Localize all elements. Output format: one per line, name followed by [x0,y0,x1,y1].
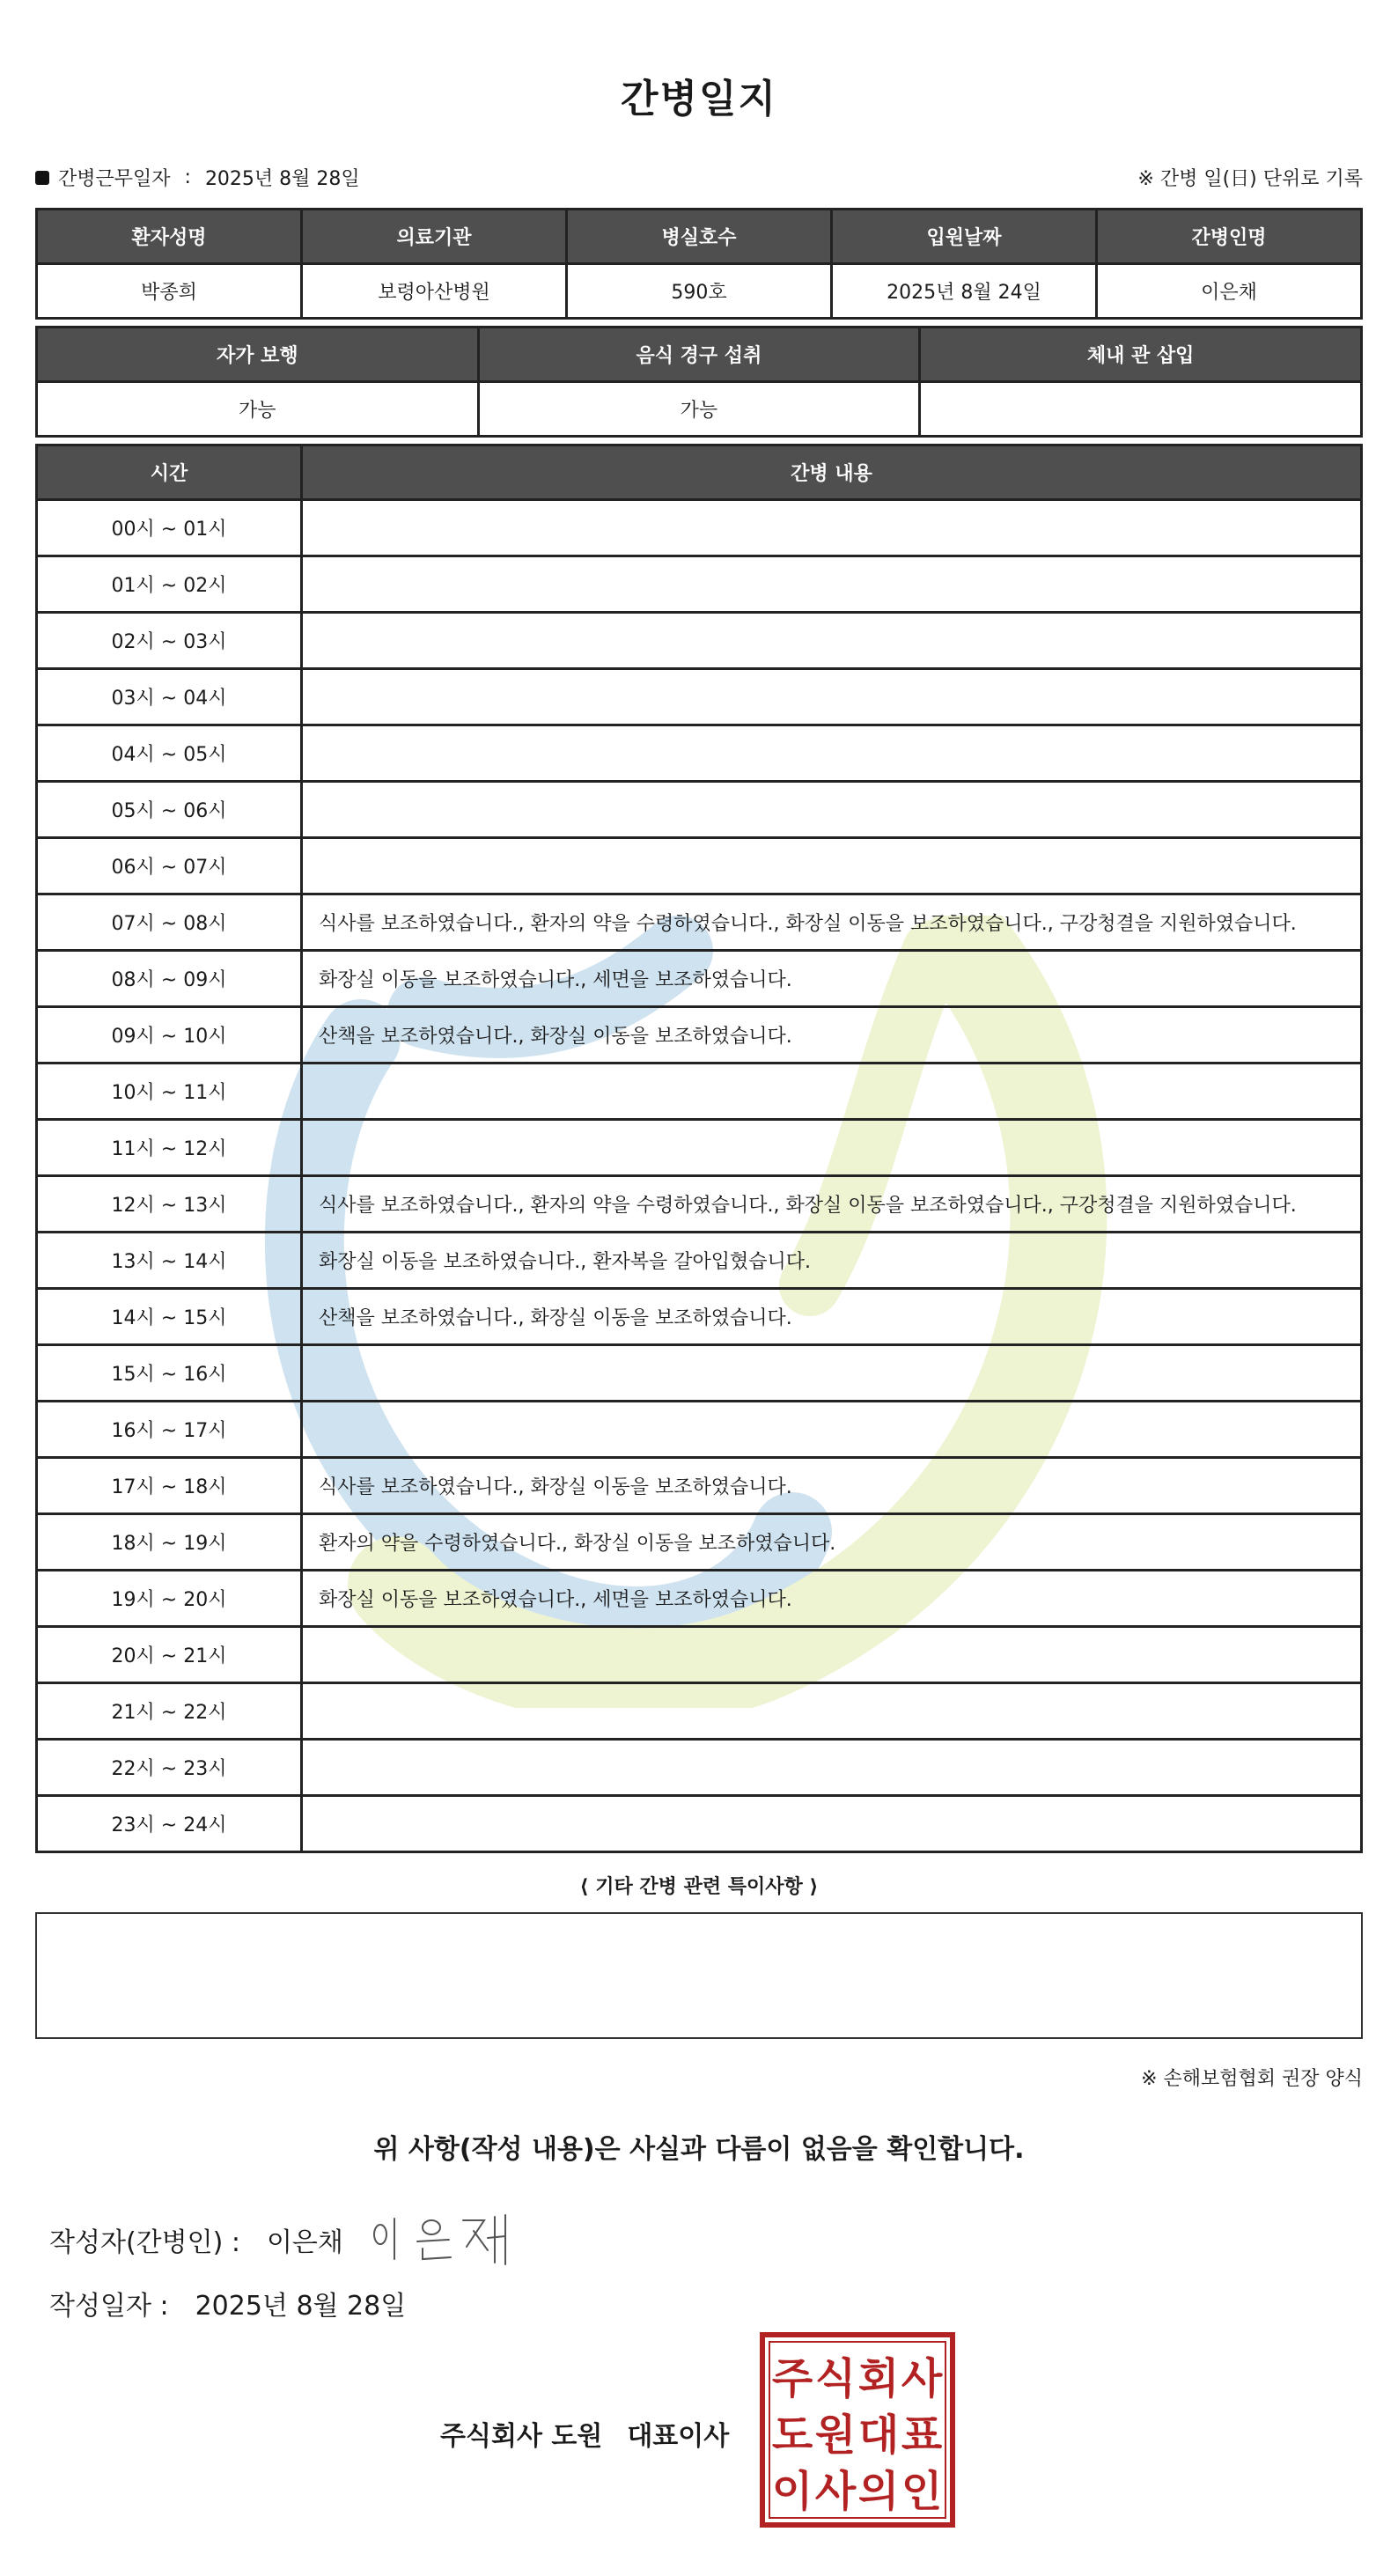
care-log-time: 19시 ~ 20시 [37,1571,302,1627]
header-time: 시간 [37,445,302,500]
seal-character: 회 [857,2354,900,2403]
value-room: 590호 [567,264,832,319]
care-log-content: 식사를 보조하였습니다., 화장실 이동을 보조하였습니다. [302,1458,1362,1514]
care-log-row [37,1514,1362,1571]
value-self-walking: 가능 [37,382,479,437]
care-log-time: 13시 ~ 14시 [37,1233,302,1289]
header-oral-intake: 음식 경구 섭취 [478,328,920,382]
value-admission-date: 2025년 8월 24일 [832,264,1097,319]
value-patient-name: 박종희 [37,264,302,319]
care-log-content [302,1064,1362,1120]
care-log-content [302,782,1362,838]
care-log-time: 04시 ~ 05시 [37,725,302,782]
care-log-body [37,500,1362,1852]
care-log-row [37,613,1362,669]
care-log-content [302,1796,1362,1852]
form-note: ※ 손해보험협회 권장 양식 [1141,2068,1363,2090]
header-hospital: 의료기관 [302,210,567,264]
seal-character: 인 [901,2467,943,2516]
writer-name: 이은채 [266,2227,343,2258]
company-signature-line [440,2414,754,2453]
care-log-time: 09시 ~ 10시 [37,1007,302,1064]
seal-character: 도 [771,2410,813,2460]
header-tube-insertion: 체내 관 삽입 [920,328,1362,382]
care-log-content [302,1120,1362,1176]
care-log-row [37,1796,1362,1852]
care-log-content [302,1627,1362,1683]
care-log-time: 21시 ~ 22시 [37,1683,302,1740]
care-log-time: 06시 ~ 07시 [37,838,302,894]
care-log-row [37,1007,1362,1064]
handwritten-signature [364,2208,523,2270]
value-caregiver-name: 이은채 [1097,264,1362,319]
care-log-time: 02시 ~ 03시 [37,613,302,669]
care-log-content [302,613,1362,669]
care-log-row [37,1571,1362,1627]
meta-row [35,164,1363,192]
remarks-box [35,1912,1363,2039]
care-log-content [302,1345,1362,1402]
value-oral-intake: 가능 [478,382,920,437]
value-hospital: 보령아산병원 [302,264,567,319]
care-log-content [302,725,1362,782]
care-log-row [37,1627,1362,1683]
care-log-time: 16시 ~ 17시 [37,1402,302,1458]
seal-character: 식 [814,2354,857,2403]
care-log-row [37,1740,1362,1796]
seal-character: 의 [857,2467,900,2516]
value-tube-insertion [920,382,1362,437]
seal-character: 표 [901,2410,943,2460]
care-log-content [302,556,1362,613]
header-room: 병실호수 [567,210,832,264]
care-log-row [37,951,1362,1007]
care-log-table [35,444,1363,1853]
care-log-row [37,1176,1362,1233]
writer-label: 작성자(간병인) : [49,2227,240,2258]
written-date-value: 2025년 8월 28일 [195,2291,407,2322]
care-log-row [37,1683,1362,1740]
status-header-row [37,328,1362,382]
header-caregiver-name: 간병인명 [1097,210,1362,264]
care-log-time: 00시 ~ 01시 [37,500,302,556]
care-log-time: 07시 ~ 08시 [37,894,302,951]
remarks-title: ⟨ 기타 간병 관련 특이사항 ⟩ [579,1876,819,1898]
care-log-row [37,1289,1362,1345]
care-log-row [37,1120,1362,1176]
care-log-row [37,1345,1362,1402]
care-log-time: 03시 ~ 04시 [37,669,302,725]
care-log-time: 18시 ~ 19시 [37,1514,302,1571]
patient-info-table [35,208,1363,320]
care-log-time: 20시 ~ 21시 [37,1627,302,1683]
header-care-content: 간병 내용 [302,445,1362,500]
header-admission-date: 입원날짜 [832,210,1097,264]
care-log-content: 식사를 보조하였습니다., 환자의 약을 수령하였습니다., 화장실 이동을 보조하였습니다., 구강청결을 지원하였습니다. [302,1176,1362,1233]
care-log-time: 15시 ~ 16시 [37,1345,302,1402]
care-log-header-row [37,445,1362,500]
care-log-row [37,782,1362,838]
care-log-content [302,1740,1362,1796]
care-log-content [302,669,1362,725]
care-log-time: 10시 ~ 11시 [37,1064,302,1120]
company-seal-stamp [759,2331,956,2528]
care-log-time: 22시 ~ 23시 [37,1740,302,1796]
seal-character: 원 [814,2410,857,2460]
header-self-walking: 자가 보행 [37,328,479,382]
care-log-content [302,1402,1362,1458]
seal-character: 대 [857,2410,900,2460]
seal-character: 이 [771,2467,813,2516]
care-log-content [302,838,1362,894]
care-log-time: 05시 ~ 06시 [37,782,302,838]
written-date-label: 작성일자 : [49,2291,169,2322]
care-log-row [37,725,1362,782]
status-value-row [37,382,1362,437]
care-log-time: 23시 ~ 24시 [37,1796,302,1852]
work-date [35,164,360,191]
status-table [35,326,1363,438]
care-log-time: 14시 ~ 15시 [37,1289,302,1345]
care-log-content: 산책을 보조하였습니다., 화장실 이동을 보조하였습니다. [302,1289,1362,1345]
care-log-row [37,894,1362,951]
care-log-content: 화장실 이동을 보조하였습니다., 환자복을 갈아입혔습니다. [302,1233,1362,1289]
care-log-row [37,1402,1362,1458]
care-log-time: 08시 ~ 09시 [37,951,302,1007]
care-log-time: 01시 ~ 02시 [37,556,302,613]
patient-info-value-row [37,264,1362,319]
unit-note: ※ 간병 일(日) 단위로 기록 [1137,168,1363,190]
care-log-content [302,500,1362,556]
care-log-row [37,556,1362,613]
care-log-content: 식사를 보조하였습니다., 환자의 약을 수령하였습니다., 화장실 이동을 보조하였습니다., 구강청결을 지원하였습니다. [302,894,1362,951]
work-date-value: 2025년 8월 28일 [204,168,360,190]
care-log-content: 산책을 보조하였습니다., 화장실 이동을 보조하였습니다. [302,1007,1362,1064]
seal-character: 주 [771,2354,813,2403]
care-log-row [37,1064,1362,1120]
company-title: 대표이사 [627,2421,730,2452]
care-log-time: 17시 ~ 18시 [37,1458,302,1514]
care-log-row [37,1233,1362,1289]
care-log-time: 11시 ~ 12시 [37,1120,302,1176]
patient-info-header-row [37,210,1362,264]
care-log-content: 환자의 약을 수령하였습니다., 화장실 이동을 보조하였습니다. [302,1514,1362,1571]
confirmation-statement: 위 사항(작성 내용)은 사실과 다름이 없음을 확인합니다. [373,2134,1025,2165]
care-log-time: 12시 ~ 13시 [37,1176,302,1233]
writer-row [49,2220,343,2259]
work-date-label: 간병근무일자 [58,168,171,190]
company-name: 주식회사 도원 [440,2421,603,2452]
care-log-content: 화장실 이동을 보조하였습니다., 세면을 보조하였습니다. [302,1571,1362,1627]
header-patient-name: 환자성명 [37,210,302,264]
care-log-row [37,500,1362,556]
written-date-row [49,2284,406,2322]
care-log-row [37,669,1362,725]
seal-character: 사 [814,2467,857,2516]
care-log-content: 화장실 이동을 보조하였습니다., 세면을 보조하였습니다. [302,951,1362,1007]
care-log-content [302,1683,1362,1740]
care-log-row [37,838,1362,894]
work-date-colon: : [184,166,191,188]
bullet-square-icon [35,171,49,185]
care-log-row [37,1458,1362,1514]
seal-character: 사 [901,2354,943,2403]
page-title: 간병일지 [620,77,777,121]
